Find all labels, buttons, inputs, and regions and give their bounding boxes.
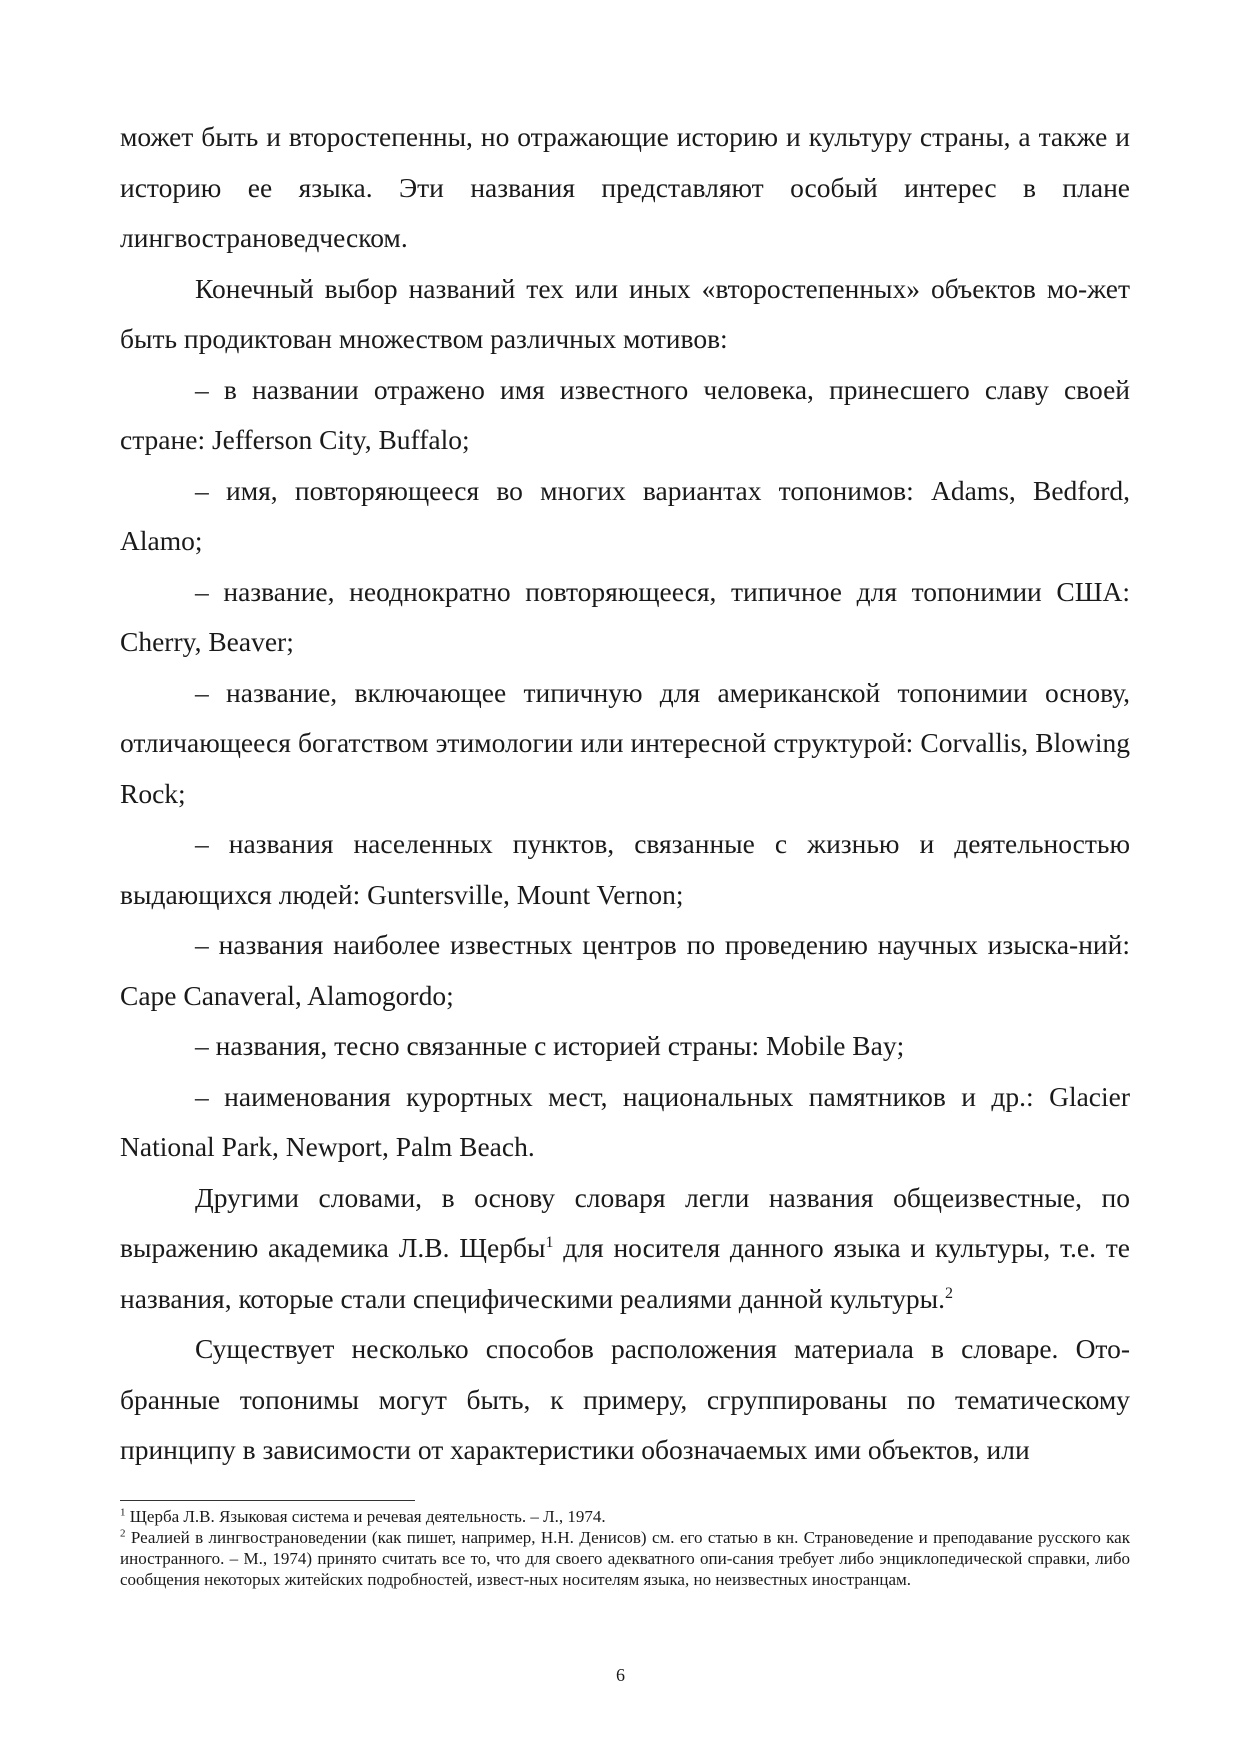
list-item: – название, неоднократно повторяющееся, типичное для топонимии США: Cherry, Beaver; [120, 575, 1130, 657]
footnote-2 [120, 1527, 1130, 1590]
body-text [120, 112, 1130, 1476]
footnote-2-number: 2 [120, 1527, 126, 1540]
page-number: 6 [616, 1665, 625, 1685]
footnote-ref-2[interactable]: 2 [944, 1284, 953, 1302]
footnotes [120, 1506, 1130, 1590]
paragraph-11 [120, 1173, 1130, 1325]
footnote-1-number: 1 [120, 1506, 126, 1519]
paragraph-2: Конечный выбор названий тех или иных «второстепенных» объектов мо-жет быть продиктован множеством различных мотивов: [120, 272, 1130, 354]
list-item: – названия наиболее известных центров по проведению научных изыска-ний: Cape Canaveral, Alamogordo; [120, 929, 1130, 1011]
list-item: – в названии отражено имя известного человека, принесшего славу своей стране: Jefferson City, Buffalo; [120, 373, 1130, 455]
list-item: – название, включающее типичную для американской топонимии основу, отличающееся богатством этимологии или интересной структурой: Corvallis, Blowing Rock; [120, 676, 1130, 809]
list-item: – наименования курортных мест, национальных памятников и др.: Glacier National Park, Newport, Palm Beach. [120, 1080, 1130, 1162]
paragraph-12: Существует несколько способов расположения материала в словаре. Ото-бранные топонимы могут быть, к примеру, сгруппированы по тематическому принципу в зависимости от характеристики обозначаемых ими объектов, или [120, 1333, 1130, 1465]
footnote-ref-1[interactable]: 1 [545, 1233, 554, 1251]
footnote-2-text: Реалией в лингвострановедении (как пишет, например, Н.Н. Денисов) см. его статью в кн. Страноведение и преподавание русского как иностранного. – М., 1974) принято считать все то, что для своего адекватного опи-сания требует либо энциклопедической справки, либо сообщения некоторых житейских подробностей, извест-ных носителям языка, но неизвестных иностранцам. [120, 1528, 1130, 1589]
footnote-1-text: Щерба Л.В. Языковая система и речевая деятельность. – Л., 1974. [125, 1507, 606, 1526]
paragraph-1: может быть и второстепенны, но отражающие историю и культуру страны, а также и историю ее языка. Эти названия представляют особый интерес в плане лингвострановедческом. [120, 121, 1130, 253]
paragraph-11-part-2: для носителя данного языка и культуры, т.е. те названия, которые стали специфическими реалиями данной культуры. [120, 1232, 1130, 1314]
footnote-separator [120, 1500, 415, 1501]
list-item: – названия, тесно связанные с историей страны: Mobile Bay; [195, 1030, 905, 1061]
footnote-1 [120, 1506, 1130, 1527]
list-item: – имя, повторяющееся во многих вариантах топонимов: Adams, Bedford, Alamo; [120, 474, 1130, 556]
list-item: – названия населенных пунктов, связанные с жизнью и деятельностью выдающихся людей: Guntersville, Mount Vernon; [120, 828, 1130, 910]
paragraph-11-part-1: Другими словами, в основу словаря легли названия общеизвестные, по выражению академика Л.В. Щербы [120, 1181, 1130, 1263]
